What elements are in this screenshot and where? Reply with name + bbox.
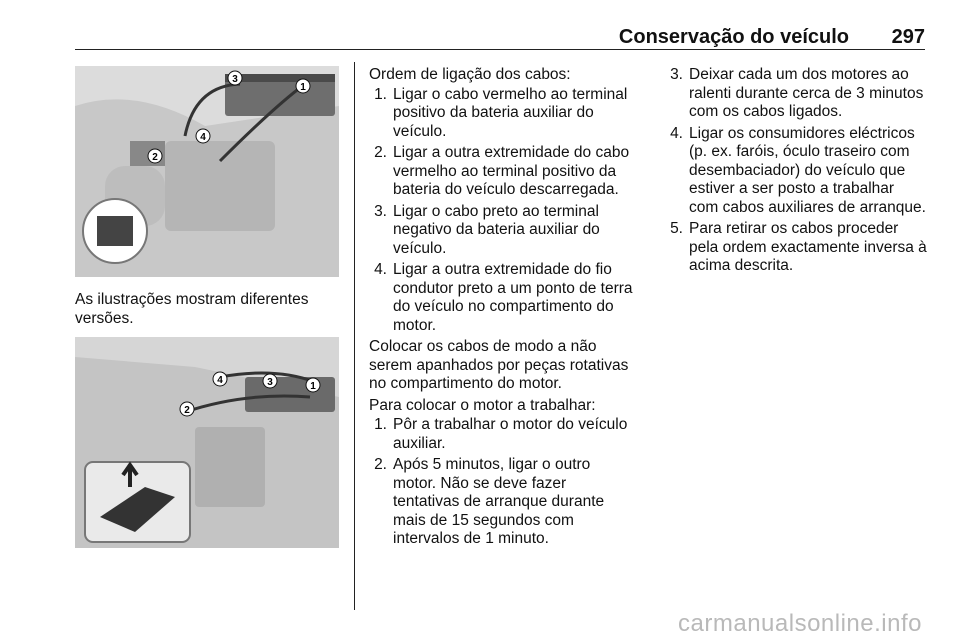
engine-bay-illustration-1 [75,66,339,277]
column-3 [665,66,927,276]
start-steps [369,416,635,549]
header-divider [75,49,925,50]
callout-3: 3 [232,74,238,85]
list-item: 1. Ligar o cabo vermelho ao terminal positivo da bateria auxiliar do veículo. [374,85,628,140]
paragraph: Para colocar o motor a trabalhar: [369,396,596,414]
caption: As ilustrações mostram diferentes versões. [75,291,309,327]
list-item: 3. Ligar o cabo preto ao terminal negativo da bateria auxiliar do veículo. [374,202,600,257]
callout-2: 2 [152,152,158,163]
callout-1: 1 [300,82,306,93]
list-item: 2. Ligar a outra extremidade do cabo vermelho ao terminal positivo da bateria do veículo descarregada. [374,144,630,198]
list-item: 4. Ligar a outra extremidade do fio condutor preto a um ponto de terra do veículo no compartimento do motor. [374,261,633,334]
list-item: 5. Para retirar os cabos proceder pela ordem exactamente inversa à acima descrita. [670,220,927,274]
callout-4: 4 [200,132,206,143]
page-number: 297 [891,26,925,48]
page-title: Conservação do veículo [618,26,849,48]
engine-bay-illustration-2 [75,337,339,548]
watermark: carmanualsonline.info [678,610,922,637]
list-item: 3. Deixar cada um dos motores ao ralenti durante cerca de 3 minutos com os cabos ligados. [670,66,924,120]
intro-text: Ordem de ligação dos cabos: [369,66,571,83]
page-header [75,22,925,50]
callout-2: 2 [184,405,190,416]
list-item: 2. Após 5 minutos, ligar o outro motor. Não se deve fazer tentativas de arranque durante mais de 15 segundos com intervalos de 1 minuto. [374,456,605,547]
column-divider [354,62,355,610]
list-item: 4. Ligar os consumidores eléctricos (p. ex. faróis, óculo traseiro com desembaciador) do veículo que estiver a ser posto a trabalhar com cabos auxiliares de arranque. [670,124,926,216]
paragraph: Colocar os cabos de modo a não serem apanhados por peças rotativas no compartimento do motor. [369,338,629,392]
continued-steps [665,66,927,276]
callout-3: 3 [267,377,273,388]
callout-1: 1 [310,381,316,392]
callout-4: 4 [217,375,223,386]
column-2 [369,66,635,549]
list-item: 1. Pôr a trabalhar o motor do veículo auxiliar. [374,416,628,452]
connection-steps [369,86,635,336]
